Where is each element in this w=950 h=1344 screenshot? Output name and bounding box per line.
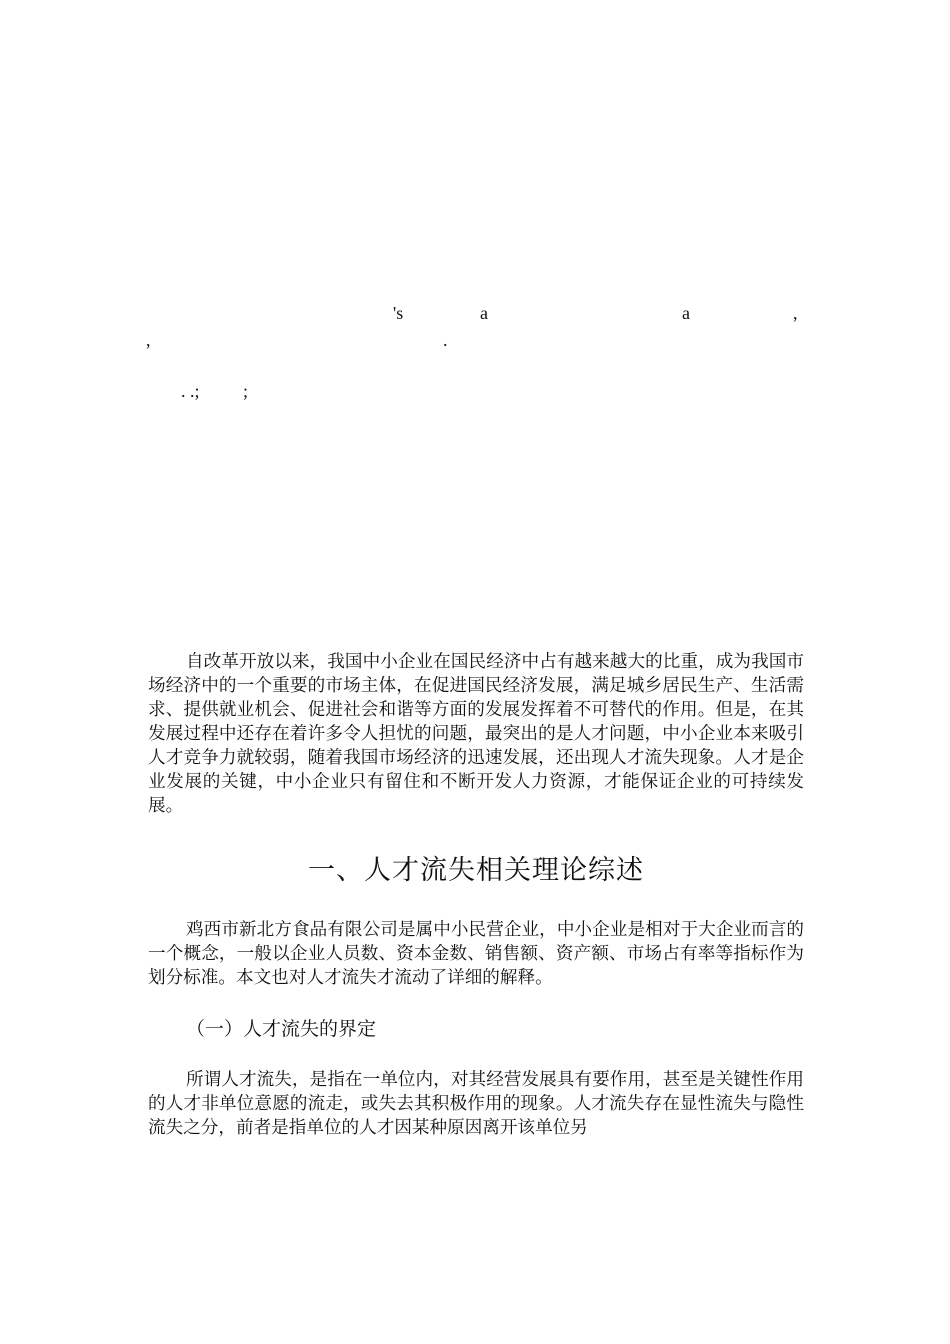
intro-paragraph: 自改革开放以来，我国中小企业在国民经济中占有越来越大的比重，成为我国市场经济中的一个重要的市场主体，在促进国民经济发展，满足城乡居民生产、生活需求、提供就业机会、促进社会和谐等方面的发展发挥着不可替代的作用。但是，在其发展过程中还存在着许多令人担忧的问题，最突出的是人才问题，中小企业本来吸引人才竞争力就较弱，随着我国市场经济的迅速发展，还出现人才流失现象。人才是企业发展的关键，中小企业只有留住和不断开发人力资源，才能保证企业的可持续发展。: [148, 652, 804, 816]
definition-paragraph: 所谓人才流失，是指在一单位内，对其经营发展具有要作用，甚至是关键性作用的人才非单位意愿的流走，或失去其积极作用的现象。人才流失存在显性流失与隐性流失之分，前者是指单位的人才因某种原因离开该单位另: [148, 1070, 804, 1138]
fragment-text: . .;: [181, 381, 200, 401]
fragment-text: ;: [243, 381, 249, 401]
fragment-text: 's: [393, 303, 404, 323]
fragment-text: a: [682, 303, 690, 323]
section-paragraph: 鸡西市新北方食品有限公司是属中小民营企业，中小企业是相对于大企业而言的一个概念，一般以企业人员数、资本金数、销售额、资产额、市场占有率等指标作为划分标准。本文也对人才流失才流动了详细的解释。: [148, 920, 804, 988]
section-heading: 一、人才流失相关理论综述: [308, 855, 644, 886]
fragment-text: a: [480, 303, 488, 323]
fragment-text: .: [443, 330, 448, 350]
subsection-heading: （一）人才流失的界定: [186, 1018, 377, 1040]
fragment-text: ,: [793, 303, 798, 323]
fragment-text: ,: [146, 330, 151, 350]
